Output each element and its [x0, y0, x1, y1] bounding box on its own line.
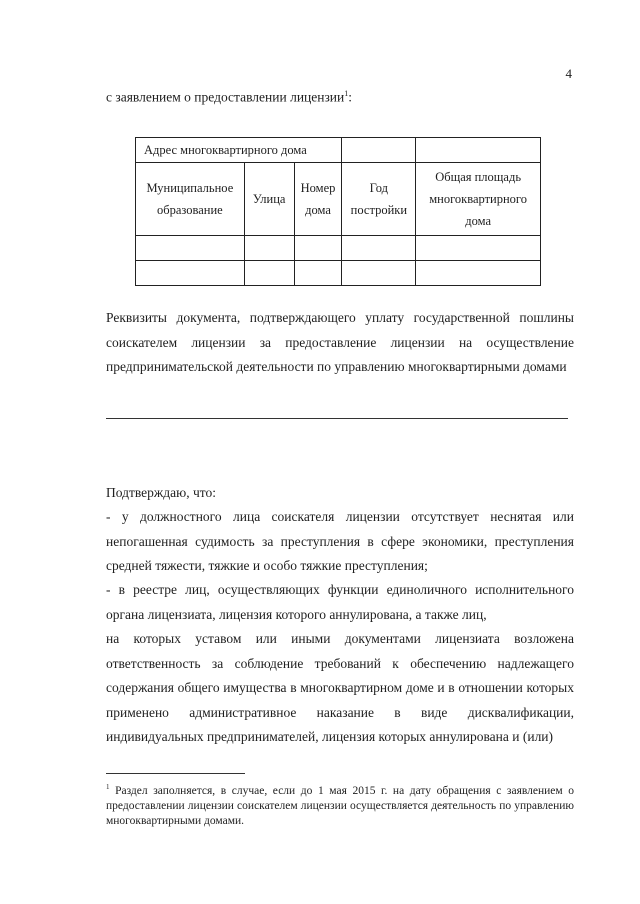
- table-row: [136, 261, 541, 286]
- confirm-item-criminal-record: - у должностного лица соискателя лицензии отсутствует неснятая или непогашенная судимость за преступления в сфере экономики, преступления средней тяжести, тяжкие и особо тяжкие преступления;: [106, 509, 574, 573]
- requisites-paragraph: Реквизиты документа, подтверждающего уплату государственной пошлины соискателем лицензии за предоставление лицензии на осуществление предпринимательской деятельности по управлению многоквартирными домами: [106, 310, 574, 374]
- table-group-header: Адрес многоквартирного дома: [136, 138, 342, 163]
- footnote-separator: [106, 773, 245, 774]
- intro-colon: :: [348, 89, 353, 105]
- column-header-total-area: Общая площадь многоквартирного дома: [416, 163, 541, 236]
- footnote: [106, 780, 574, 829]
- intro-text: с заявлением о предоставлении лицензии: [106, 89, 345, 105]
- address-table: [135, 137, 541, 286]
- table-empty-cell: [342, 138, 416, 163]
- confirm-heading: Подтверждаю, что:: [106, 485, 216, 500]
- footnote-mark: 1: [106, 783, 110, 791]
- column-header-build-year: Год постройки: [342, 163, 416, 236]
- page-number: 4: [565, 66, 572, 81]
- column-header-house-number: Номер дома: [294, 163, 342, 236]
- requisites-fill-line: [106, 418, 568, 419]
- footnote-ref: 1: [344, 89, 349, 98]
- column-header-street: Улица: [244, 163, 294, 236]
- intro-line: [106, 89, 352, 106]
- column-header-municipality: Муниципальное образование: [136, 163, 245, 236]
- table-empty-cell: [416, 138, 541, 163]
- table-row: [136, 236, 541, 261]
- confirm-item-registry: - в реестре лиц, осуществляющих функции единоличного исполнительного органа лицензиата, лицензия которого аннулирована, а также лиц,: [106, 582, 574, 622]
- confirm-item-registry-continued: на которых уставом или иными документами лицензиата возложена ответственность за соблюдение требований к обеспечению надлежащего содержания общего имущества в многоквартирном доме и в отношении которых применено административное наказание в виде дисквалификации, индивидуальных предпринимателей, лицензия которых аннулирована и (или): [106, 631, 574, 744]
- footnote-text: Раздел заполняется, в случае, если до 1 мая 2015 г. на дату обращения с заявлением о предоставлении лицензии соискателем лицензии осуществляется деятельность по управлению многоквартирными домами.: [106, 784, 574, 827]
